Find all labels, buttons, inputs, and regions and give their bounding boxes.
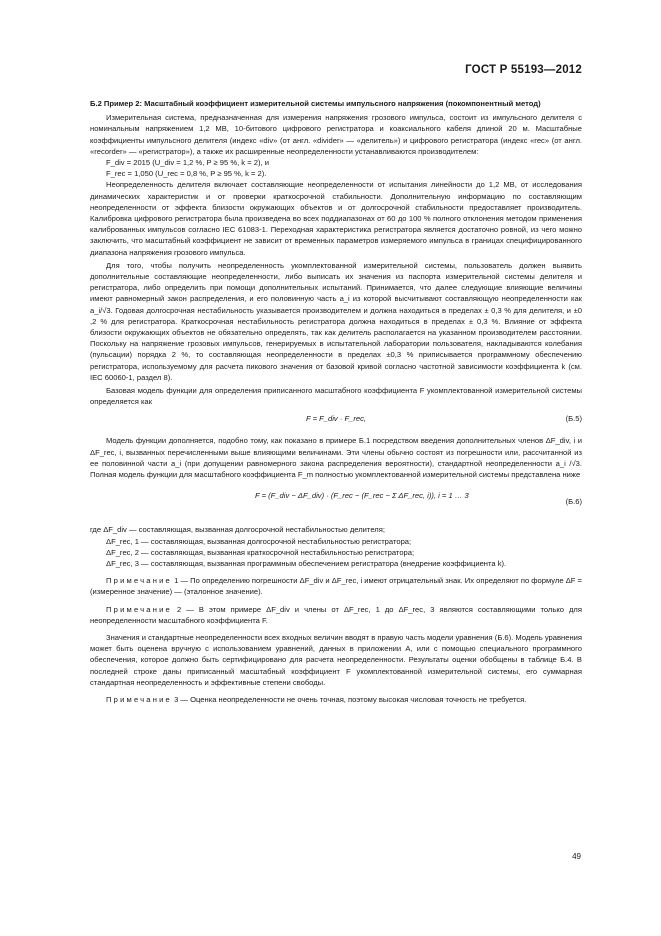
note-label: Примечание [106, 576, 172, 586]
note-1 [90, 575, 582, 597]
formula-f-rec: F_rec = 1,050 (U_rec = 0,8 %, P ≥ 95 %, k = 2). [106, 169, 267, 179]
paragraph-model-extension: Модель функции дополняется, подобно тому, как показано в примере Б.1 посредством введения дополнительных членов ΔF_div, i и ΔF_rec, i, вызванных перечисленными выше влияющими величинами. Эти члены обычно состоят из погрешности или, рассчитанной из ее половинной части a_i (при допущении равномерного закона распределения вероятности), стандартной неопределенности a_i /√3. Полная модель функции для масштабного коэффициента F_m полностью укомплектованной измерительной системы представлена ниже [90, 436, 582, 480]
note-1-text: 1 — По определению погрешности ΔF_div и ΔF_rec, i имеют отрицательный знак. Их определяют по формуле ΔF = (измеренное значение) — (эталонное значение). [90, 576, 582, 597]
formula-f-div: F_div = 2015 (U_div = 1,2 %, P ≥ 95 %, k = 2), и [106, 158, 269, 168]
paragraph-user-uncertainty: Для того, чтобы получить неопределенность укомплектованной измерительной системы, пользователь должен выявить дополнительные составляющие неопределенности, либо выписать их значения из паспорта измерительной системы делителя и регистратора, либо определить при помощи дополнительных испытаний. Принимается, что далее следующие влияющие величины имеют равномерный закон распределения, и его половинную часть a_i из которой высчитывают составляющую неопределенности как a_i/√3. Годовая долгосрочная нестабильность указывается производителем и должна находиться в пределах ± 0,3 % для делителя, и ±0 ,2 % для регистратора. Краткосрочная нестабильность регистратора должна находиться в пределах ± 0,3 %. Влияние от эффекта близости окружающих объектов не обязательно определять, так как делитель располагается на указанном производителем расстоянии. Поскольку на напряжение грозовых импульсов, генерируемых в испытательной лаборатории пользователя, накладываются колебания (пульсации) порядка 2 %, то составляющая неопределенности в пределах ±0,3 % приписывается программному обеспечению регистратора, используемому для расчета пикового значения от базовой кривой согласно частотной зависимости коэффициента k (см. IEC 60060-1, раздел 8). [90, 260, 582, 382]
paragraph-system-description: Измерительная система, предназначенная для измерения напряжения грозового импульса, состоит из импульсного делителя с номинальным напряжением 1,2 МВ, 10-битового цифрового регистратора и коаксиального кабеля длиной 20 м. Масштабные коэффициенты импульсного делителя (индекс «div» (от англ. «divider» — «делитель») и цифрового регистратора (индекс «rec» (от англ. «recorder» — «регистратор»), а также их расширенные неопределенности устанавливаются производителем: [90, 113, 582, 156]
equation-b5 [90, 413, 582, 429]
section-title: Б.2 Пример 2: Масштабный коэффициент измерительной системы импульсного напряжения (покомпонентный метод) [90, 99, 541, 108]
paragraph-base-model: Базовая модель функции для определения приписанного масштабного коэффициента F укомплектованной измерительной системы определяется как [90, 386, 582, 407]
note-label: Примечание [106, 604, 172, 614]
document-body [90, 98, 582, 705]
note-3-text: 3 — Оценка неопределенности не очень точная, поэтому высокая числовая точность не требуется. [174, 694, 527, 704]
note-2 [90, 604, 582, 626]
note-2-text: 2 — В этом примере ΔF_div и члены от ΔF_rec, 1 до ΔF_rec, 3 являются составляющими только для неопределенности масштабного коэффициента F. [90, 604, 582, 625]
equation-b6-number: (Б.6) [565, 497, 582, 507]
paragraph-divider-uncertainty: Неопределенность делителя включает составляющие неопределенности от испытания линейности до 1,2 МВ, от исследования динамических характеристик и от проверки краткосрочной стабильности. Дополнительную информацию по составляющим неопределенности от эффекта близости окружающих объектов и от долгосрочной стабильности предоставляет производитель. Калибровка цифрового регистратора была произведена во всех поддиапазонах от 60 до 100 % полного отклонения методом применения калиброванных импульсов согласно IEC 61083-1. Переходная характеристика регистратора является достаточно ровной, из чего можно заключить, что масштабный коэффициент не зависит от временных параметров измеряемого импульса в границах специфицированного диапазона напряжения грозового импульса. [90, 180, 582, 257]
paragraph-results: Значения и стандартные неопределенности всех входных величин вводят в правую часть модели уравнения (Б.6). Модель уравнения может быть оценена вручную с использованием уравнений, данных в приложении А, или с помощью специального программного обеспечения, которое должно быть сертифицировано для расчета неопределенности. Результаты оценки обобщены в таблице Б.4. В последней строке даны приписанный масштабный коэффициент F укомплектованной измерительной системы, его суммарная стандартная неопределенность и эффективные степени свободы. [90, 632, 582, 687]
where-item-rec-1: ΔF_rec, 1 — составляющая, вызванная долгосрочной нестабильностью регистратора; [106, 536, 412, 546]
page-number: 49 [572, 852, 581, 861]
equation-b5-number: (Б.5) [565, 414, 582, 424]
note-label: Примечание [106, 694, 172, 704]
where-item-div: где ΔF_div — составляющая, вызванная долгосрочной нестабильностью делителя; [90, 525, 385, 535]
note-3 [90, 694, 582, 705]
standard-header: ГОСТ Р 55193—2012 [465, 64, 582, 76]
where-list [90, 524, 582, 569]
where-item-rec-3: ΔF_rec, 3 — составляющая, вызванная программным обеспечением регистратора (внедрение коэффициента k). [106, 558, 507, 568]
equation-b6-expression: F = (F_div − ΔF_div) · (F_rec − (F_rec − Σ ΔF_rec, i)), i = 1 … 3 [255, 491, 469, 501]
where-item-rec-2: ΔF_rec, 2 — составляющая, вызванная краткосрочной нестабильностью регистратора; [106, 547, 415, 557]
equation-b5-expression: F = F_div · F_rec, [306, 414, 366, 424]
equation-b6 [90, 486, 582, 520]
